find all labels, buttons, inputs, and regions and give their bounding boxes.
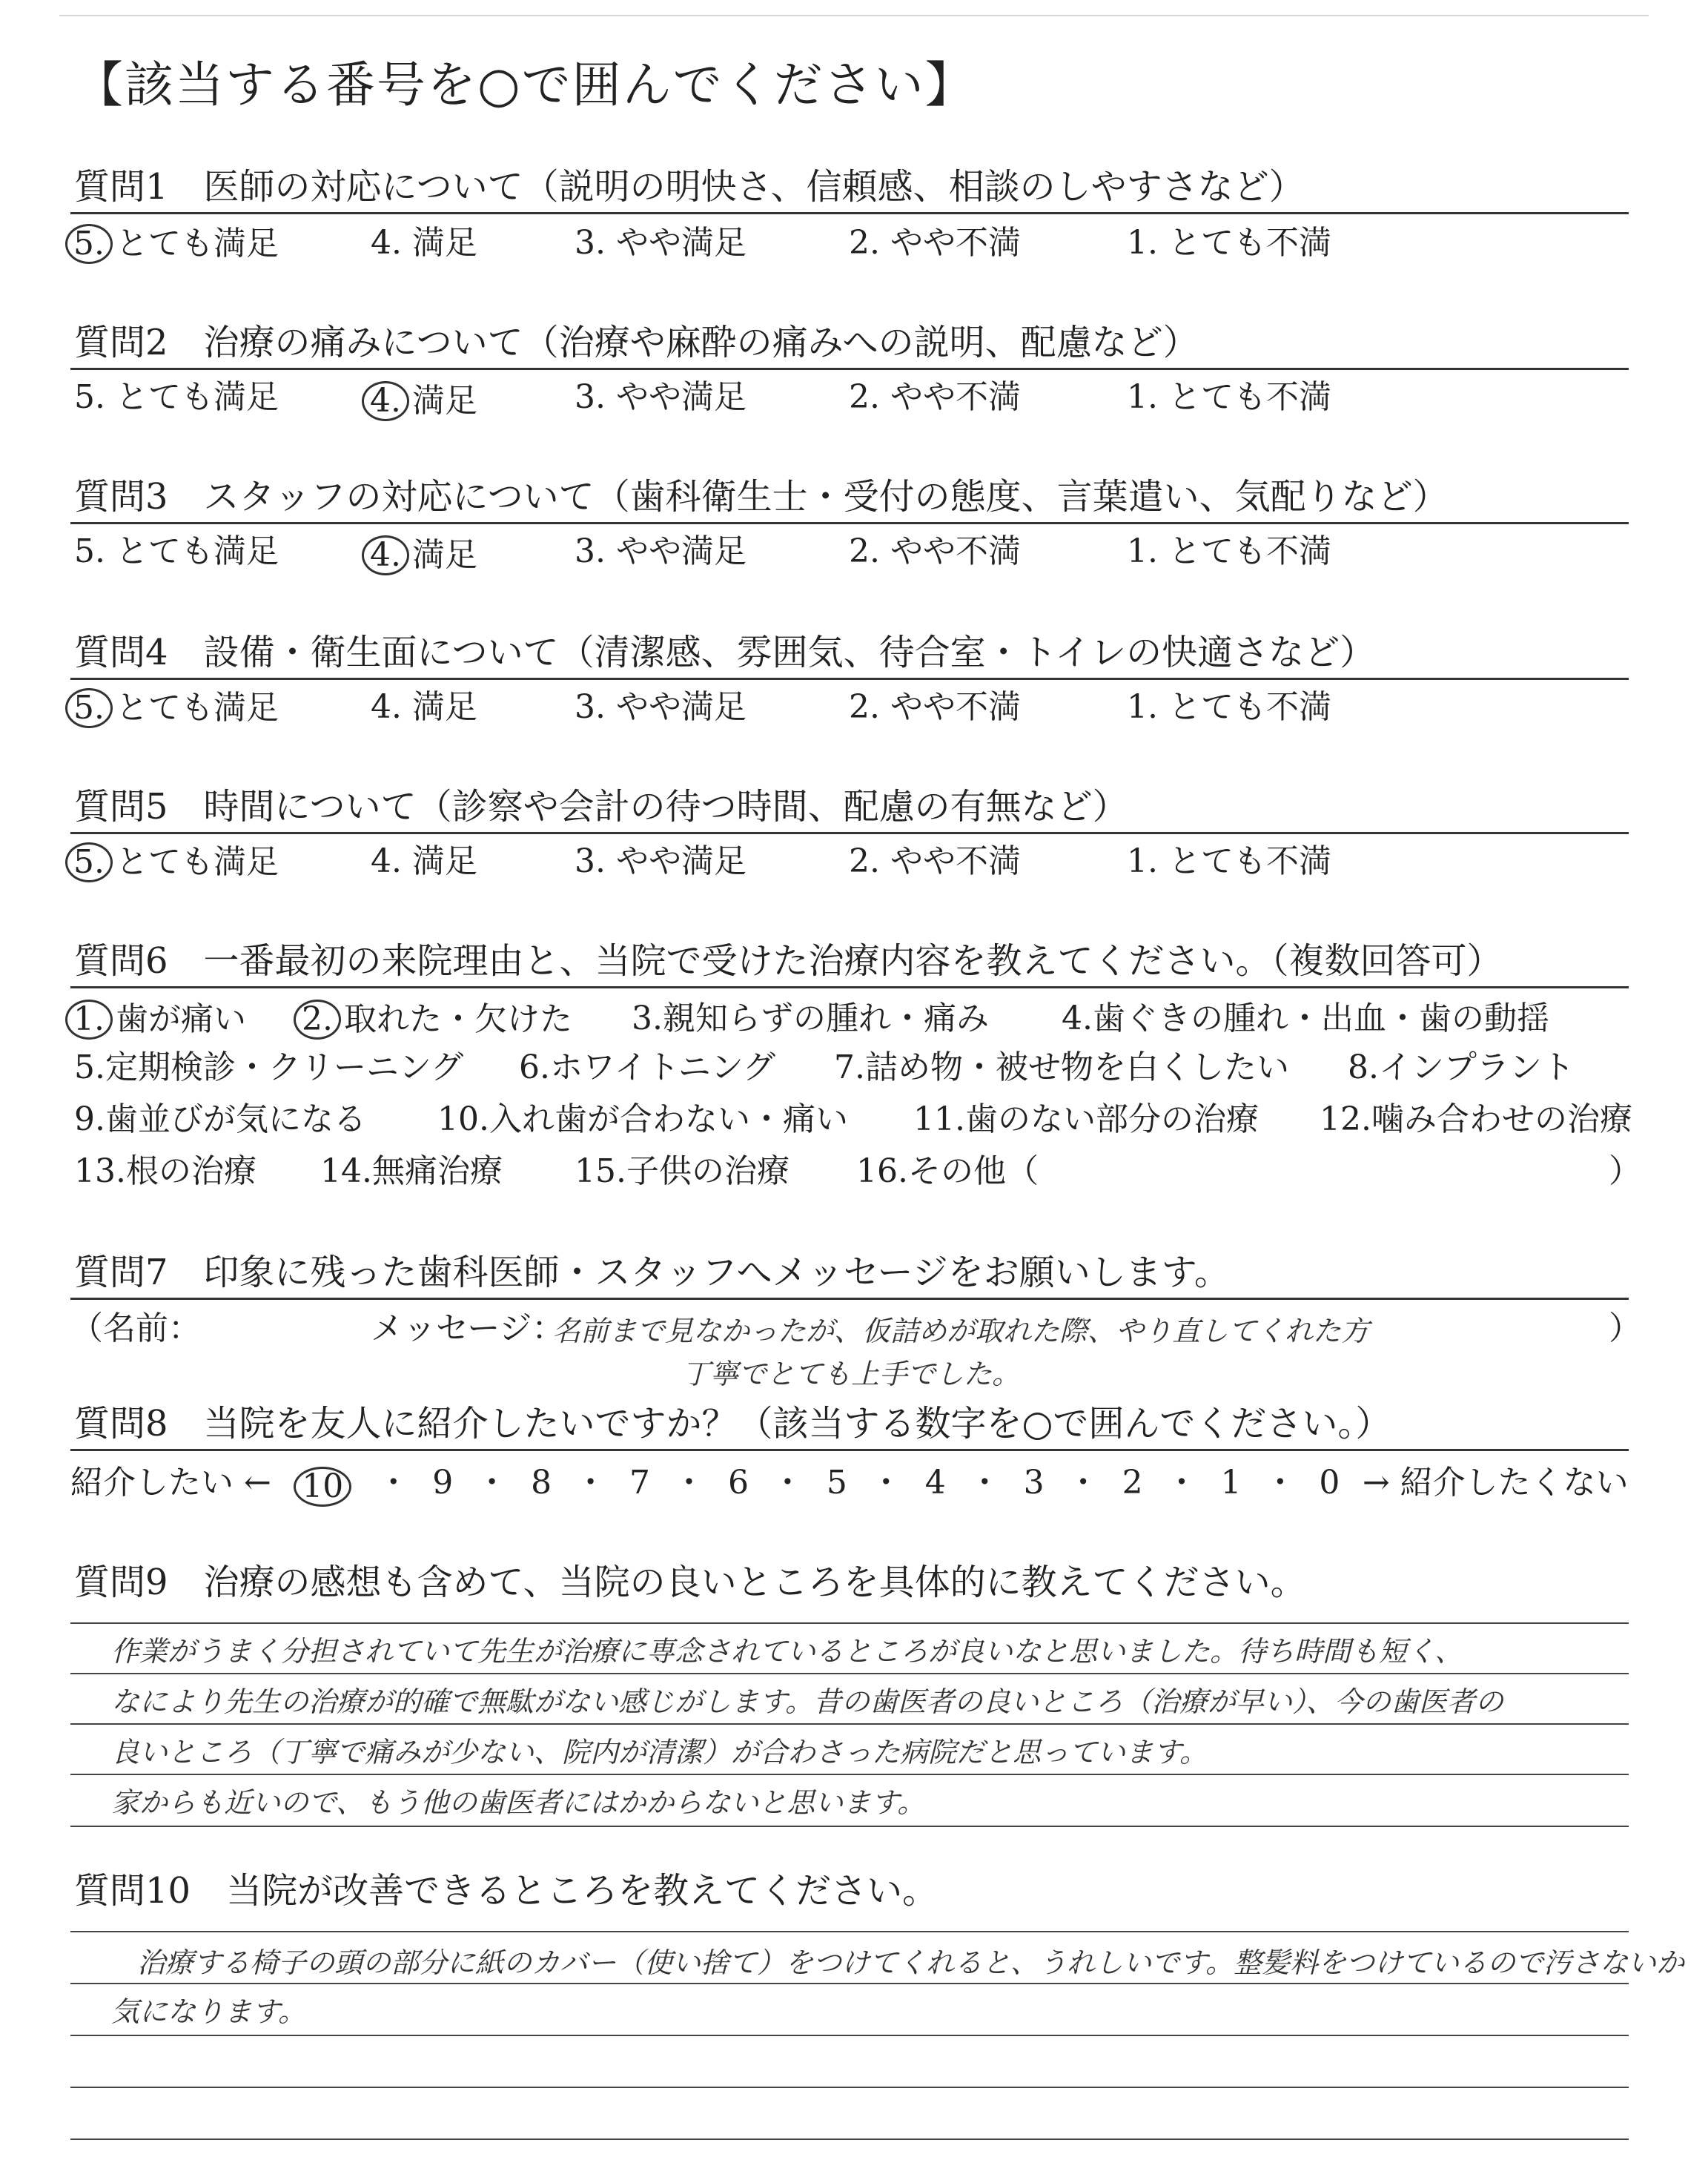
circle-mark: 5. <box>65 842 113 882</box>
question-3-title: 質問3 スタッフの対応について（歯科衛生士・受付の態度、言葉遣い、気配りなど） <box>74 476 1449 518</box>
q9-answer-line-1: 作業がうまく分担されていて先生が治療に専念されているところが良いなと思いました。待ち時間も短く、 <box>111 1635 1463 1668</box>
q9-line-rule <box>70 1723 1629 1725</box>
q6-item-9[interactable]: 9.歯並びが気になる <box>74 1100 366 1138</box>
q8-recommend-scale <box>70 1464 1629 1507</box>
scale-separator: ・ <box>574 1464 607 1502</box>
q1-option-4[interactable]: 4. 満足 <box>371 224 477 262</box>
q4-option-2[interactable]: 2. やや不満 <box>849 688 1021 726</box>
q5-option-2[interactable]: 2. やや不満 <box>849 842 1021 880</box>
question-1-rule <box>70 212 1629 214</box>
q9-line-rule <box>70 1826 1629 1827</box>
question-1-title: 質問1 医師の対応について（説明の明快さ、信頼感、相談のしやすさなど） <box>74 166 1305 208</box>
circle-mark: 4. <box>362 381 409 421</box>
q1-option-1[interactable]: 1. とても不満 <box>1127 224 1331 262</box>
q6-item-13[interactable]: 13.根の治療 <box>74 1152 256 1190</box>
q1-option-2[interactable]: 2. やや不満 <box>849 224 1021 262</box>
q6-item-5[interactable]: 5.定期検診・クリーニング <box>74 1048 464 1086</box>
q10-line-rule <box>70 2138 1629 2140</box>
q3-option-2[interactable]: 2. やや不満 <box>849 532 1021 570</box>
q8-score-8[interactable]: 8 <box>531 1464 552 1502</box>
q6-item-7[interactable]: 7.詰め物・被せ物を白くしたい <box>834 1048 1289 1086</box>
scale-separator: ・ <box>968 1464 1002 1502</box>
q10-answer-line-1: 治療する椅子の頭の部分に紙のカバー（使い捨て）をつけてくれると、うれしいです。整髪料をつけているので汚さないか <box>137 1946 1684 1979</box>
circle-mark: 2. <box>294 1000 341 1040</box>
question-6-title: 質問6 一番最初の来院理由と、当院で受けた治療内容を教えてください。（複数回答可） <box>74 940 1503 982</box>
circle-mark: 4. <box>362 535 409 575</box>
q8-score-7[interactable]: 7 <box>629 1464 651 1502</box>
q9-answer-line-3: 良いところ（丁寧で痛みが少ない、院内が清潔）が合わさった病院だと思っています。 <box>111 1736 1208 1768</box>
top-border <box>59 15 1649 16</box>
question-9-title: 質問9 治療の感想も含めて、当院の良いところを具体的に教えてください。 <box>74 1562 1306 1603</box>
q7-message-line-1: 名前まで見なかったが、仮詰めが取れた際、やり直してくれた方 <box>552 1315 1370 1347</box>
q6-item-14[interactable]: 14.無痛治療 <box>320 1152 503 1190</box>
question-2-title: 質問2 治療の痛みについて（治療や麻酔の痛みへの説明、配慮など） <box>74 322 1199 363</box>
q4-option-1[interactable]: 1. とても不満 <box>1127 688 1331 726</box>
circle-mark: 1. <box>65 1000 113 1040</box>
question-4-title: 質問4 設備・衛生面について（清潔感、雰囲気、待合室・トイレの快適さなど） <box>74 632 1376 673</box>
q4-option-3[interactable]: 3. やや満足 <box>575 688 747 726</box>
q5-option-4[interactable]: 4. 満足 <box>371 842 477 880</box>
scale-separator: ・ <box>870 1464 903 1502</box>
question-7-rule <box>70 1298 1629 1300</box>
q2-option-1[interactable]: 1. とても不満 <box>1127 378 1331 416</box>
q1-option-3[interactable]: 3. やや満足 <box>575 224 747 262</box>
q8-score-2[interactable]: 2 <box>1122 1464 1143 1502</box>
q10-line-rule <box>70 1931 1629 1932</box>
q3-option-4[interactable]: 4. 満足 <box>371 535 477 575</box>
q5-option-1[interactable]: 1. とても不満 <box>1127 842 1331 880</box>
q5-option-3[interactable]: 3. やや満足 <box>575 842 747 880</box>
q6-item-2[interactable]: 2. 取れた・欠けた <box>302 1000 572 1040</box>
scale-separator: ・ <box>377 1464 410 1502</box>
q2-option-3[interactable]: 3. やや満足 <box>575 378 747 416</box>
q4-option-4[interactable]: 4. 満足 <box>371 688 477 726</box>
q6-item-4[interactable]: 4.歯ぐきの腫れ・出血・歯の動揺 <box>1062 1000 1549 1037</box>
q7-name-label: （名前： <box>70 1309 201 1347</box>
circle-mark: 5. <box>65 688 113 728</box>
q8-score-5[interactable]: 5 <box>826 1464 847 1502</box>
scale-separator: ・ <box>1067 1464 1100 1502</box>
question-4-rule <box>70 678 1629 680</box>
q6-other-close-paren: ） <box>1609 1152 1641 1190</box>
q2-option-5[interactable]: 5. とても満足 <box>74 378 279 416</box>
q6-item-3[interactable]: 3.親知らずの腫れ・痛み <box>632 1000 989 1037</box>
q3-option-1[interactable]: 1. とても不満 <box>1127 532 1331 570</box>
scale-separator: ・ <box>771 1464 804 1502</box>
q6-item-16[interactable]: 16.その他（ <box>856 1152 1039 1190</box>
question-5-title: 質問5 時間について（診察や会計の待つ時間、配慮の有無など） <box>74 786 1128 828</box>
scale-separator: ・ <box>672 1464 706 1502</box>
q8-score-0[interactable]: 0 <box>1319 1464 1340 1502</box>
q6-item-8[interactable]: 8.インプラント <box>1348 1048 1575 1086</box>
q6-item-12[interactable]: 12.噛み合わせの治療 <box>1320 1100 1632 1138</box>
q6-item-1[interactable]: 1. 歯が痛い <box>74 1000 246 1040</box>
q8-score-9[interactable]: 9 <box>432 1464 454 1502</box>
scale-separator: ・ <box>475 1464 509 1502</box>
q9-line-rule <box>70 1622 1629 1624</box>
q6-item-11[interactable]: 11.歯のない部分の治療 <box>913 1100 1259 1138</box>
q10-line-rule <box>70 2087 1629 2088</box>
q8-score-10[interactable] <box>294 1467 354 1507</box>
circle-mark: 5. <box>65 224 113 264</box>
question-6-rule <box>70 986 1629 988</box>
question-7-title: 質問7 印象に残った歯科医師・スタッフへメッセージをお願いします。 <box>74 1252 1230 1293</box>
q2-option-2[interactable]: 2. やや不満 <box>849 378 1021 416</box>
question-10-title: 質問10 当院が改善できるところを教えてください。 <box>74 1870 939 1912</box>
circle-mark: 10 <box>294 1467 351 1507</box>
q9-answer-line-4: 家からも近いので、もう他の歯医者にはかからないと思います。 <box>111 1786 926 1819</box>
q10-answer-line-2: 気になります。 <box>111 1995 306 2028</box>
q4-option-5[interactable]: 5. とても満足 <box>74 688 279 728</box>
q7-message-line-2: 丁寧でとても上手でした。 <box>682 1358 1021 1390</box>
q10-line-rule <box>70 1983 1629 1984</box>
q8-score-1[interactable]: 1 <box>1220 1464 1242 1502</box>
q9-answer-line-2: なにより先生の治療が的確で無駄がない感じがします。昔の歯医者の良いところ（治療が早い）、今の歯医者の <box>111 1685 1503 1718</box>
q8-score-6[interactable]: 6 <box>727 1464 749 1502</box>
q3-option-5[interactable]: 5. とても満足 <box>74 532 279 570</box>
q3-option-3[interactable]: 3. やや満足 <box>575 532 747 570</box>
q6-item-10[interactable]: 10.入れ歯が合わない・痛い <box>437 1100 848 1138</box>
scale-separator: ・ <box>1165 1464 1199 1502</box>
q6-item-6[interactable]: 6.ホワイトニング <box>519 1048 776 1086</box>
q7-close-paren: ） <box>1609 1309 1641 1347</box>
question-5-rule <box>70 832 1629 834</box>
q9-line-rule <box>70 1774 1629 1775</box>
q9-line-rule <box>70 1673 1629 1674</box>
scale-separator: ・ <box>1263 1464 1297 1502</box>
q7-message-label: メッセージ： <box>371 1309 565 1347</box>
q1-option-5[interactable]: 5. とても満足 <box>74 224 279 264</box>
q2-option-4[interactable]: 4. 満足 <box>371 381 477 421</box>
q6-item-15[interactable]: 15.子供の治療 <box>575 1152 790 1190</box>
question-8-title: 質問8 当院を友人に紹介したいですか？（該当する数字を○で囲んでください。） <box>74 1403 1391 1444</box>
q8-score-4[interactable]: 4 <box>924 1464 946 1502</box>
q5-option-5[interactable]: 5. とても満足 <box>74 842 279 882</box>
q8-score-3[interactable]: 3 <box>1023 1464 1045 1502</box>
q8-right-label: → 紹介したくない <box>1362 1464 1629 1502</box>
question-2-rule <box>70 368 1629 370</box>
q10-line-rule <box>70 2035 1629 2036</box>
q8-left-label: 紹介したい ← <box>70 1464 271 1502</box>
page-title: 【該当する番号を○で囲んでください】 <box>74 56 976 113</box>
question-8-rule <box>70 1449 1629 1451</box>
question-3-rule <box>70 522 1629 524</box>
